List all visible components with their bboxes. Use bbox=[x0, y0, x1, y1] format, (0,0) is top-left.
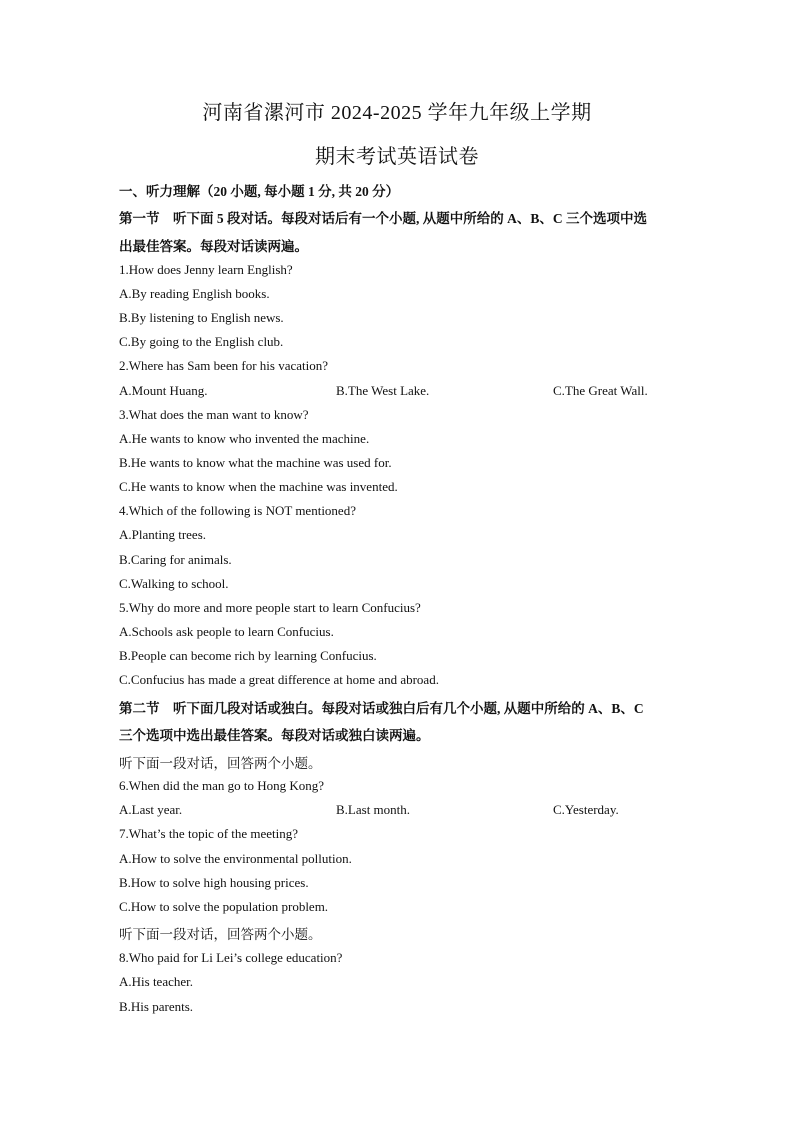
dialogue-instruction: 听下面一段对话，回答两个小题。 bbox=[119, 756, 322, 771]
question-1-option-b: B.By listening to English news. bbox=[119, 310, 284, 325]
question-3-option-c: C.He wants to know when the machine was invented. bbox=[119, 479, 398, 494]
part1-instruction-line1: 第一节 听下面 5 段对话。每段对话后有一个小题, 从题中所给的 A、B、C 三个选项中选 bbox=[119, 211, 648, 226]
question-4-stem: 4.Which of the following is NOT mentioned? bbox=[119, 503, 356, 518]
question-6-option-b: B.Last month. bbox=[336, 802, 411, 817]
question-7-stem: 7.What’s the topic of the meeting? bbox=[119, 826, 299, 841]
question-3-option-a: A.He wants to know who invented the machine. bbox=[119, 431, 370, 446]
section-heading: 一、听力理解（20 小题, 每小题 1 分, 共 20 分） bbox=[119, 184, 400, 199]
dialogue-instruction: 听下面一段对话，回答两个小题。 bbox=[119, 927, 322, 942]
question-3-stem: 3.What does the man want to know? bbox=[119, 407, 309, 422]
question-5-option-c: C.Confucius has made a great difference at home and abroad. bbox=[119, 672, 439, 687]
question-4-option-c: C.Walking to school. bbox=[119, 576, 229, 591]
question-7-option-c: C.How to solve the population problem. bbox=[119, 899, 329, 914]
question-8-stem: 8.Who paid for Li Lei’s college education? bbox=[119, 950, 343, 965]
question-7-option-b: B.How to solve high housing prices. bbox=[119, 875, 309, 890]
question-5-option-a: A.Schools ask people to learn Confucius. bbox=[119, 624, 334, 639]
question-6-option-c: C.Yesterday. bbox=[553, 802, 619, 817]
question-2-option-a: A.Mount Huang. bbox=[119, 383, 208, 398]
question-2-option-c: C.The Great Wall. bbox=[553, 383, 648, 398]
question-5-option-b: B.People can become rich by learning Confucius. bbox=[119, 648, 377, 663]
question-2-stem: 2.Where has Sam been for his vacation? bbox=[119, 358, 329, 373]
question-1-option-c: C.By going to the English club. bbox=[119, 334, 284, 349]
question-8-option-b: B.His parents. bbox=[119, 999, 194, 1014]
part1-instruction-line2: 出最佳答案。每段对话读两遍。 bbox=[119, 239, 308, 254]
question-6-stem: 6.When did the man go to Hong Kong? bbox=[119, 778, 325, 793]
question-4-option-b: B.Caring for animals. bbox=[119, 552, 232, 567]
question-3-option-b: B.He wants to know what the machine was used for. bbox=[119, 455, 392, 470]
question-6-option-a: A.Last year. bbox=[119, 802, 183, 817]
page-title: 河南省漯河市 2024-2025 学年九年级上学期 bbox=[202, 102, 592, 124]
question-8-option-a: A.His teacher. bbox=[119, 974, 194, 989]
question-5-stem: 5.Why do more and more people start to learn Confucius? bbox=[119, 600, 421, 615]
part2-instruction-line1: 第二节 听下面几段对话或独白。每段对话或独白后有几个小题, 从题中所给的 A、B、C bbox=[119, 701, 644, 716]
question-4-option-a: A.Planting trees. bbox=[119, 527, 207, 542]
question-1-option-a: A.By reading English books. bbox=[119, 286, 270, 301]
question-2-option-b: B.The West Lake. bbox=[336, 383, 430, 398]
question-7-option-a: A.How to solve the environmental pollution. bbox=[119, 851, 352, 866]
part2-instruction-line2: 三个选项中选出最佳答案。每段对话或独白读两遍。 bbox=[119, 728, 430, 743]
question-1-stem: 1.How does Jenny learn English? bbox=[119, 262, 293, 277]
page-subtitle: 期末考试英语试卷 bbox=[315, 146, 479, 168]
